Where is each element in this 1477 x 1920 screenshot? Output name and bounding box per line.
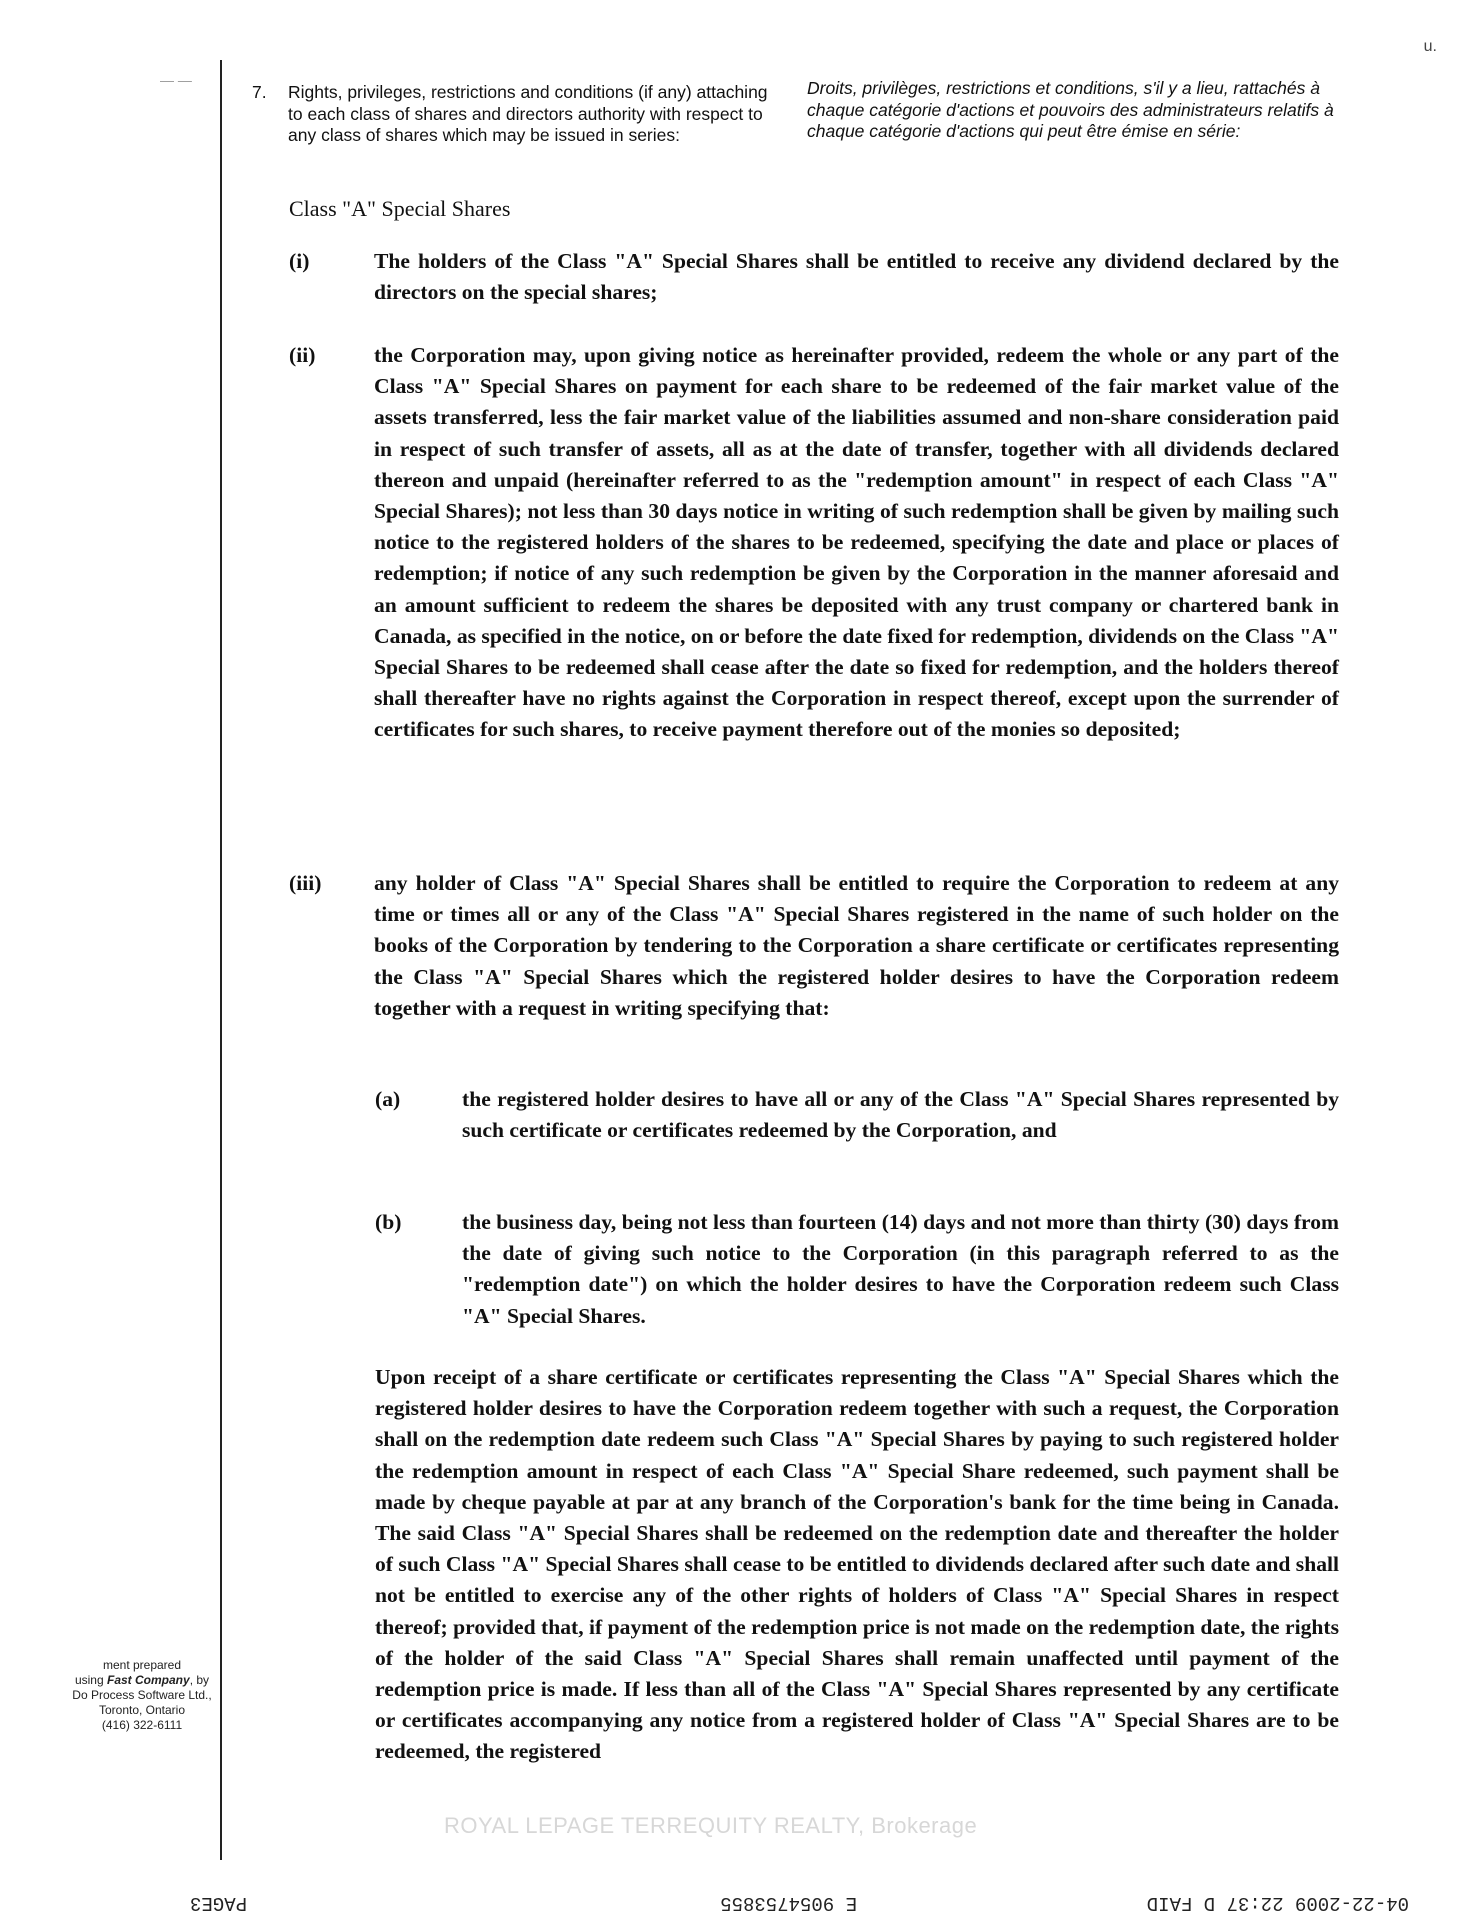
credit-line: (416) 322-6111: [101, 1718, 183, 1732]
stray-mark: — —: [160, 72, 192, 88]
clause-i: [289, 246, 1339, 308]
subclause-b: [375, 1207, 1339, 1332]
heading-french-text: Droits, privilèges, restrictions et conditions, s'il y a lieu, rattachés à chaque catégorie d'actions et pouvoirs des administrateurs relatifs à chaque catégorie d'actions qui peut être émise en série:: [807, 78, 1334, 141]
closing-paragraph: Upon receipt of a share certificate or certificates representing the Class "A" Special Shares which the registered holder desires to have the Corporation redeem together with such a request, the Corporation shall on the redemption date redeem such Class "A" Special Shares by paying to such registered holder the redemption amount in respect of each Class "A" Special Share redeemed, such payment shall be made by cheque payable at par at any branch of the Corporation's bank for the time being in Canada. The said Class "A" Special Shares shall be redeemed on the redemption date and thereafter the holder of such Class "A" Special Shares shall cease to be entitled to dividends declared after such date and shall not be entitled to exercise any of the other rights of holders of Class "A" Special Shares in respect thereof; provided that, if payment of the redemption price is not made on the redemption date, the rights of the holder of the said Class "A" Special Shares shall remain unaffected until payment of the redemption price is made. If less than all of the Class "A" Special Shares represented by any certificate or certificates accompanying any notice from a registered holder of Class "A" Special Shares are to be redeemed, the registered: [375, 1365, 1339, 1764]
left-margin-rule: [220, 60, 222, 1860]
credit-line: Toronto, Ontario: [98, 1703, 186, 1717]
fax-number: E 9054753855: [720, 1892, 857, 1914]
fax-page: PAGE3: [189, 1892, 247, 1914]
clause-label: (i): [289, 249, 310, 273]
clause-text: The holders of the Class "A" Special Shares shall be entitled to receive any dividend declared by the directors on the special shares;: [374, 249, 1339, 305]
clause-text: any holder of Class "A" Special Shares shall be entitled to require the Corporation to redeem at any time or times all or any of the Class "A" Special Shares registered in the name of such holder on the books of the Corporation by tendering to the Corporation a share certificate or certificates representing the Class "A" Special Shares which the registered holder desires to have the Corporation redeem together with a request in writing specifying that:: [374, 871, 1339, 1020]
fax-datetime: 04-22-2009 22:37 D FAID: [1146, 1892, 1409, 1914]
credit-line: using Fast Company, by: [74, 1673, 210, 1687]
heading-english: [252, 82, 772, 147]
subclause-text: the business day, being not less than fourteen (14) days and not more than thirty (30) days from the date of giving such notice to the Corporation (in this paragraph referred to as the "redemption date") on which the holder desires to have the Corporation redeem such Class "A" Special Shares.: [462, 1210, 1339, 1328]
class-title: Class "A" Special Shares: [289, 196, 511, 221]
clause-label: (ii): [289, 343, 316, 367]
brand-name: Fast Company: [107, 1673, 190, 1687]
clause-iii: [289, 868, 1339, 1024]
credit-line: ment prepared: [102, 1658, 182, 1672]
section-number: 7.: [252, 82, 267, 102]
clause-label: (iii): [289, 871, 322, 895]
subclause-label: (b): [375, 1210, 402, 1234]
clause-ii: [289, 340, 1339, 746]
clause-text: the Corporation may, upon giving notice as hereinafter provided, redeem the whole or any part of the Class "A" Special Shares on payment for each share to be redeemed of the fair market value of the assets transferred, less the fair market value of the liabilities assumed and non-share consideration paid in respect of such transfer of assets, all as at the date of transfer, together with all dividends declared thereon and unpaid (hereinafter referred to as the "redemption amount" in respect of each Class "A" Special Shares); not less than 30 days notice in writing of such redemption shall be given by mailing such notice to the registered holders of the shares to be redeemed, specifying the date and place or places of redemption; if notice of any such redemption be given by the Corporation in the manner aforesaid and an amount sufficient to redeem the shares be deposited with any trust company or chartered bank in Canada, as specified in the notice, on or before the date fixed for redemption, dividends on the Class "A" Special Shares to be redeemed shall cease after the date so fixed for redemption, and the holders thereof shall thereafter have no rights against the Corporation in respect thereof, except upon the surrender of certificates for such shares, to receive payment therefore out of the monies so deposited;: [374, 343, 1339, 742]
fax-transmission-footer: [0, 1888, 1477, 1916]
software-credit-note: [62, 1658, 222, 1733]
credit-line: Do Process Software Ltd.,: [72, 1688, 212, 1702]
subclause-text: the registered holder desires to have all or any of the Class "A" Special Shares represented by such certificate or certificates redeemed by the Corporation, and: [462, 1087, 1339, 1143]
subclause-label: (a): [375, 1087, 401, 1111]
section-heading: [252, 78, 1334, 192]
watermark: ROYAL LEPAGE TERREQUITY REALTY, Brokerage: [444, 1813, 978, 1838]
subclause-a: [375, 1084, 1339, 1146]
heading-english-text: Rights, privileges, restrictions and conditions (if any) attaching to each class of shares and directors authority with respect to any class of shares which may be issued in series:: [288, 82, 768, 145]
corner-mark: u.: [1423, 38, 1437, 55]
